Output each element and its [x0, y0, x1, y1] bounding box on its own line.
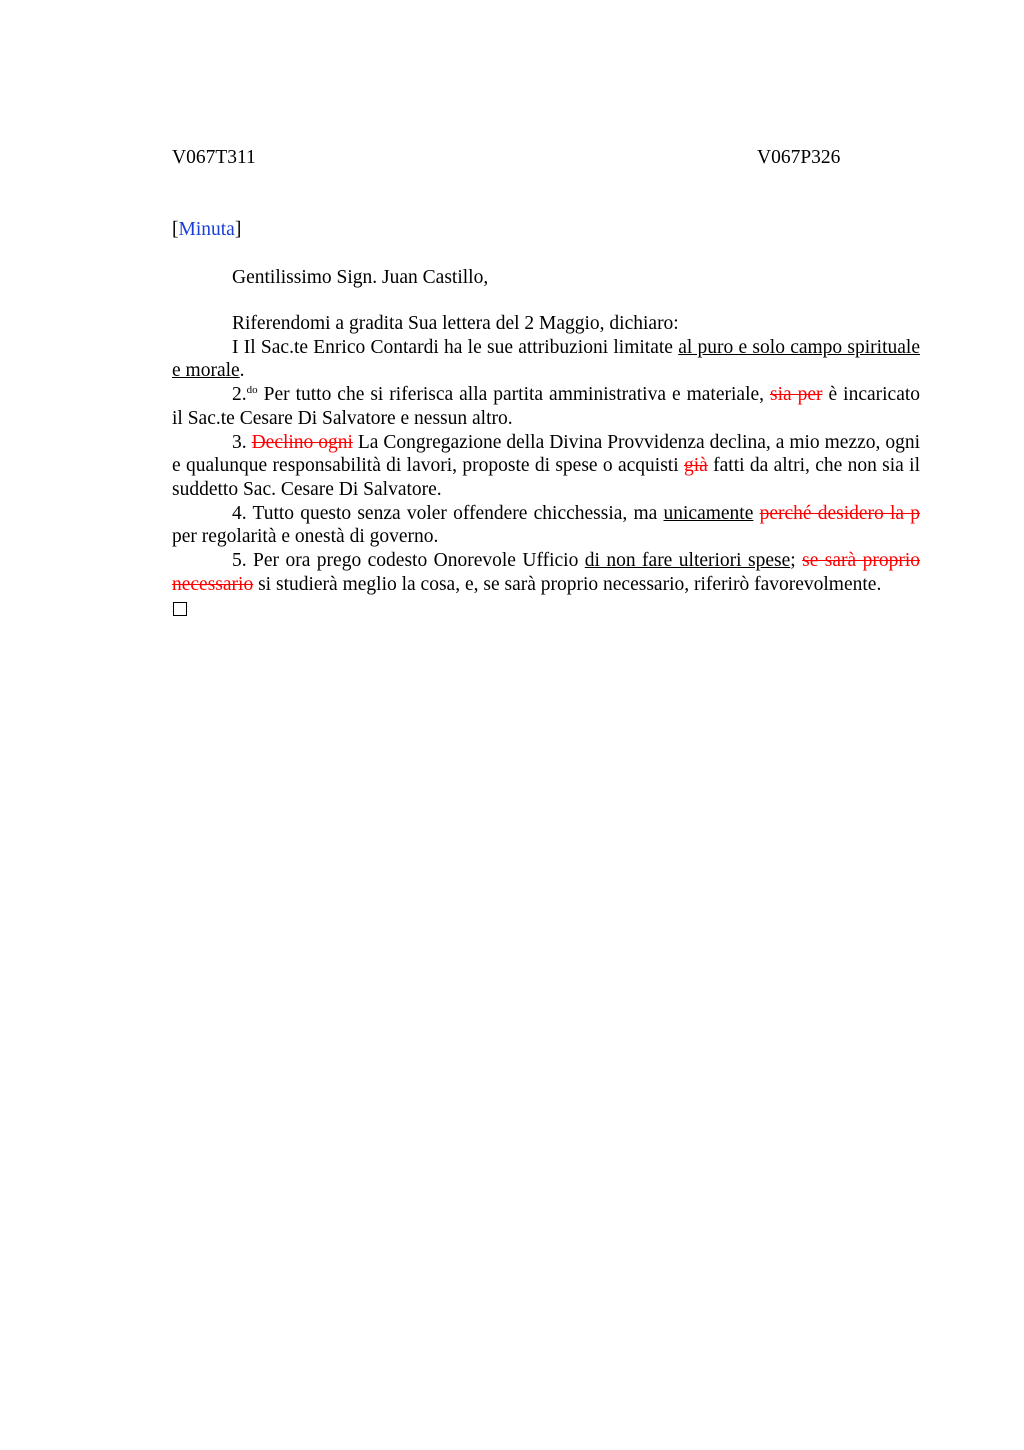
paragraph-2-number: 2. [232, 384, 247, 406]
paragraph-1-text: I Il Sac.te Enrico Contardi ha le sue attribuzioni limitate [232, 336, 679, 358]
paragraph-2 [172, 383, 920, 430]
paragraph-5-text: 5. Per ora prego codesto Onorevole Ufficio [232, 550, 585, 572]
end-square-icon [173, 602, 187, 616]
paragraph-3 [172, 431, 920, 502]
paragraph-3-text: La Congregazione della Divina Provvidenza declina, a mio mezzo, ogni e qualunque responsabilità di lavori, proposte di spese o acquisti [172, 431, 920, 477]
minuta-text: Minuta [178, 219, 235, 240]
paragraph-5-separator: ; [790, 550, 803, 572]
paragraph-5-deletion: se sarà proprio necessario [172, 550, 921, 595]
minuta-open-bracket: [ [172, 219, 179, 240]
paragraph-5-underlined: di non fare ulteriori spese [584, 550, 791, 572]
paragraph-3-text-end: fatti da altri, che non sia il suddetto Sac. Cesare Di Salvatore. [172, 455, 921, 500]
paragraph-1-underlined: al puro e solo campo spirituale e morale [172, 336, 920, 382]
salutation: Gentilissimo Sign. Juan Castillo, [232, 267, 489, 288]
paragraph-4-text: 4. Tutto questo senza voler offendere chicchessia, ma [232, 502, 664, 524]
paragraph-1-end: . [239, 360, 245, 382]
paragraph-2-superscript: do [246, 384, 258, 397]
paragraph-3-number: 3. [232, 431, 252, 453]
letter-content [172, 146, 920, 616]
volume-code-left: V067T311 [172, 147, 256, 168]
paragraph-5 [172, 549, 920, 596]
minuta-label [172, 218, 920, 242]
paragraph-2-text: Per tutto che si riferisca alla partita amministrativa e materiale, [257, 384, 770, 406]
paragraph-1 [172, 336, 920, 383]
paragraph-3-deletion-1: Declino ogni [251, 431, 353, 453]
document-header [172, 146, 920, 170]
volume-code-right: V067P326 [757, 147, 841, 168]
paragraph-4 [172, 502, 920, 549]
paragraph-3-deletion-2: già [683, 455, 708, 477]
paragraph-4-text-end: per regolarità e onestà di governo. [172, 526, 439, 548]
paragraph-2-text-end: è incaricato il Sac.te Cesare Di Salvatore e nessun altro. [172, 384, 921, 429]
paragraph-5-text-end: si studierà meglio la cosa, e, se sarà proprio necessario, riferirò favorevolmente. [253, 573, 882, 595]
letter-body [172, 312, 920, 616]
paragraph-intro: Riferendomi a gradita Sua lettera del 2 Maggio, dichiaro: [232, 313, 679, 334]
paragraph-4-underlined: unicamente [663, 502, 754, 524]
minuta-close-bracket: ] [234, 219, 242, 240]
paragraph-4-deletion: perché desidero la p [759, 502, 921, 524]
paragraph-2-deletion: sia per [770, 384, 823, 406]
